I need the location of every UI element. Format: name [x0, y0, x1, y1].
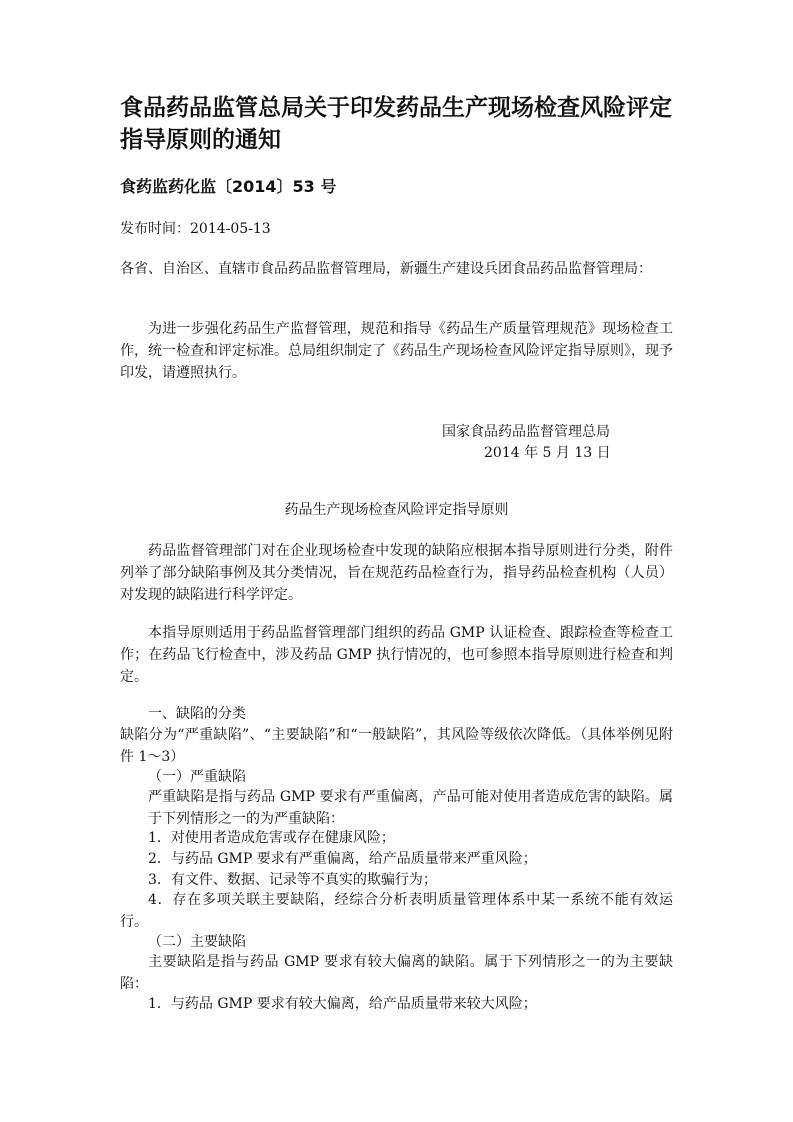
notice-title: 食品药品监管总局关于印发药品生产现场检查风险评定指导原则的通知 [120, 95, 672, 153]
subsection-heading-severe: （一）严重缺陷 [148, 769, 246, 785]
signature-org: 国家食品药品监督管理总局 [442, 424, 610, 440]
severe-item: 1．对使用者造成危害或存在健康风险； [148, 830, 395, 846]
document-number: 食药监药化监〔2014〕53 号 [120, 177, 337, 196]
paragraph-scope: 药品监督管理部门对在企业现场检查中发现的缺陷应根据本指导原则进行分类，附件列举了部分缺陷事例及其分类情况，旨在规范药品检查行为，指导药品检查机构（人员）对发现的缺陷进行科学评定。 [120, 543, 673, 603]
major-item: 1．与药品 GMP 要求有较大偏离，给产品质量带来较大风险； [148, 996, 537, 1012]
section-heading-defect-classification: 一、缺陷的分类 [148, 706, 246, 722]
severe-definition: 严重缺陷是指与药品 GMP 要求有严重偏离，产品可能对使用者造成危害的缺陷。属于下列情形之一的为严重缺陷： [148, 789, 673, 827]
addressee: 各省、自治区、直辖市食品药品监督管理局，新疆生产建设兵团食品药品监督管理局： [120, 261, 652, 277]
severe-item: 3．有文件、数据、记录等不真实的欺骗行为； [148, 872, 437, 888]
severe-item: 2．与药品 GMP 要求有严重偏离，给产品质量带来严重风险； [148, 851, 537, 867]
attachment-title: 药品生产现场检查风险评定指导原则 [284, 502, 509, 518]
major-definition: 主要缺陷是指与药品 GMP 要求有较大偏离的缺陷。属于下列情形之一的为主要缺陷： [120, 954, 673, 992]
signature-date: 2014 年 5 月 13 日 [484, 445, 611, 461]
publish-date: 发布时间：2014-05-13 [120, 221, 271, 237]
intro-paragraph: 为进一步强化药品生产监督管理，规范和指导《药品生产质量管理规范》现场检查工作，统一检查和评定标准。总局组织制定了《药品生产现场检查风险评定指导原则》，现予印发，请遵照执行。 [120, 321, 673, 381]
paragraph-applicability: 本指导原则适用于药品监督管理部门组织的药品 GMP 认证检查、跟踪检查等检查工作；在药品飞行检查中，涉及药品 GMP 执行情况的，也可参照本指导原则进行检查和判定。 [120, 625, 673, 685]
severe-item: 4．存在多项关联主要缺陷，经综合分析表明质量管理体系中某一系统不能有效运行。 [120, 892, 673, 930]
defect-classification-desc: 缺陷分为“严重缺陷”、“主要缺陷”和“一般缺陷”，其风险等级依次降低。（具体举例见附件 1～3） [120, 727, 673, 765]
subsection-heading-major: （二）主要缺陷 [148, 934, 246, 950]
